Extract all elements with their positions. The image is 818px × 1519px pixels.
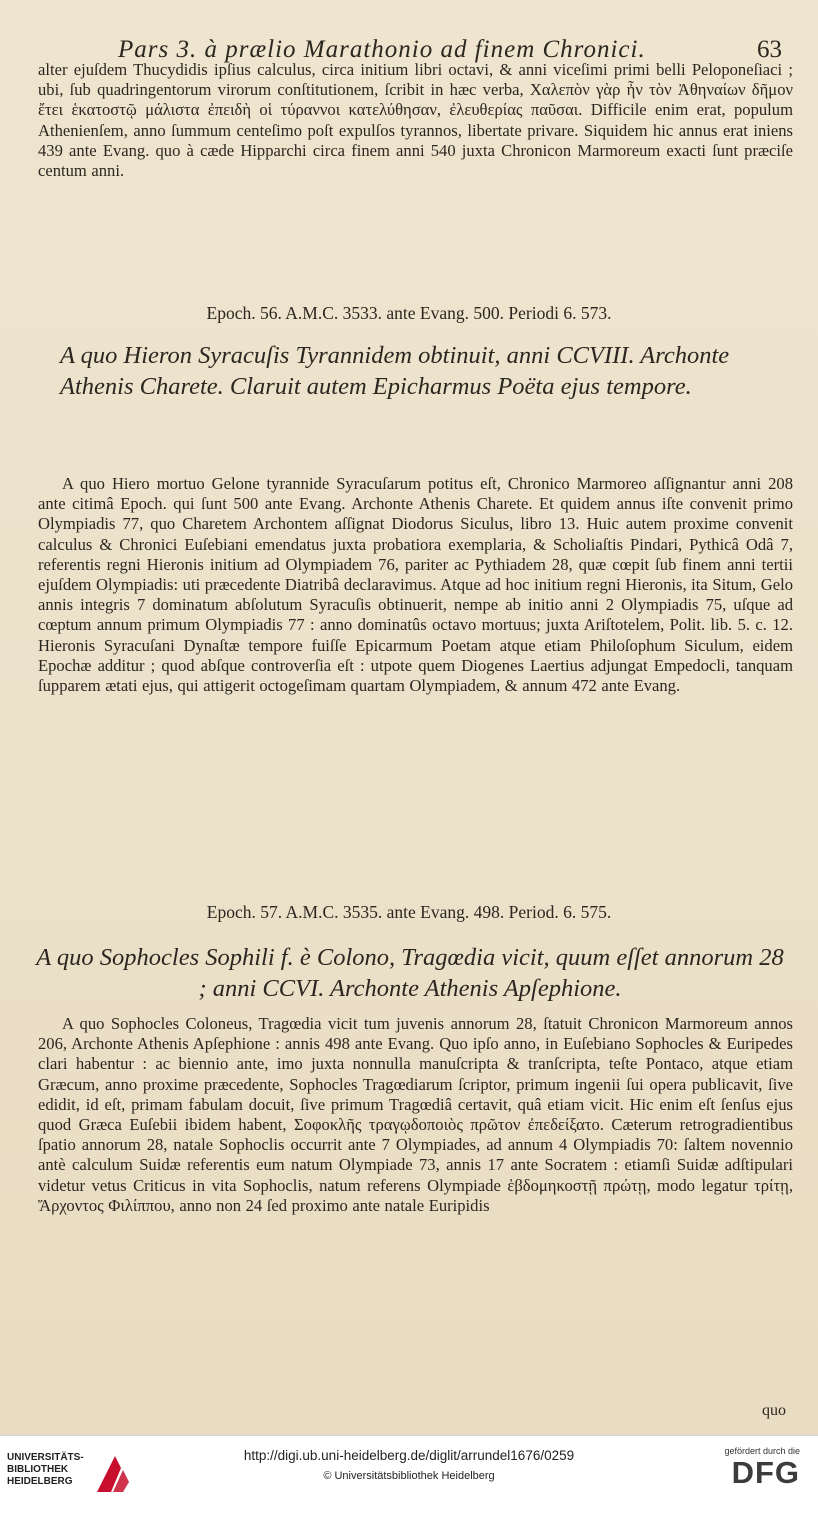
heading-hieron: A quo Hieron Syracuſis Tyrannidem obtinuit, anni CCVIII. Archonte Athenis Charete. Claruit autem Epicharmus Poëta ejus tempore. [60, 342, 730, 400]
paragraph-thucydides: alter ejuſdem Thucydidis ipſius calculus, circa initium libri octavi, & anni viceſimi primi belli Peloponeſiaci ; ubi, ſub quadringentorum virorum conſtitutionem, ſcribit in hæc verba, Χαλεπὸν γὰρ ἦν τὸν Ἀθηναίων δῆμον ἔτει ἑκατοστῷ μάλιστα ἐπειδὴ οἱ τύραννοι κατελύθησαν, ἐλευθερίας παῦσαι. Difficile enim erat, populum Athenienſem, anno ſummum centeſimo poſt expulſos tyrannos, libertate privare. Siquidem hic annus erat iniens 439 ante Evang. quo à cæde Hipparchi circa finem anni 540 juxta Chronicon Marmoreum exacti ſunt præciſe centum anni. [38, 60, 793, 181]
paragraph-hieron: A quo Hiero mortuo Gelone tyrannide Syracuſarum potitus eſt, Chronico Marmoreo aſſignantur anni 208 ante citimâ Epoch. qui ſunt 500 ante Evang. Archonte Athenis Charete. Et quidem annus iſte convenit primo Olympiadis 77, quo Charetem Archontem aſſignat Diodorus Siculus, libro 13. Huic autem proxime convenit calculus & Chronici Euſebiani emendatus juxta probatiora exemplaria, & Scholiaſtis Pindari, Pythicâ Odâ 7, referentis regni Hieronis initium ad Olympiadem 76, pariter ac Pythiadem 28, quæ cœpit ſub finem anni tertii ejuſdem Olympiadis: uti præcedente Diatribâ declaravimus. Atque ad hoc initium regni Hieronis, ita Situm, Gelo annis integris 7 dominatum abſolutum Syracuſis obtinuerit, nempe ab initio anni 2 Olympiadis 75, uſque ad cœptum annum primum Olympiadis 77 : anno dominatûs octavo mortuus; juxta Ariſtotelem, Polit. lib. 5. c. 12. Hieronis Syracuſani Dynaſtæ tempore fuiſſe Epicarmum Poetam atque etiam Philoſophum Siculum, eidem Epochæ additur ; quod abſque controverſia eſt : utpote quem Diogenes Laertius adjungat Empedocli, tanquam ſupparem ætati ejus, qui attigerit octogeſimam quartam Olympiadem, & annum 472 ante Evang. [38, 474, 793, 696]
page-number: 63 [757, 36, 782, 63]
footer-bar [0, 1435, 818, 1519]
heading-sophocles: A quo Sophocles Sophili f. è Colono, Tragœdia vicit, quum eſſet annorum 28 ; anni CCVI. Archonte Athenis Apſephione. [36, 944, 784, 1002]
epoch-56-line: Epoch. 56. A.M.C. 3533. ante Evang. 500. Periodi 6. 573. [206, 303, 612, 323]
catchword: quo [762, 1402, 786, 1419]
sponsor-label: gefördert durch die [724, 1446, 800, 1456]
library-name: UNIVERSITÄTS-BIBLIOTHEK HEIDELBERG [7, 1452, 84, 1487]
paragraph-sophocles: A quo Sophocles Coloneus, Tragœdia vicit tum juvenis annorum 28, ſtatuit Chronicon Marmoreum annos 206, Archonte Athenis Apſephione : annis 498 ante Evang. Quo ipſo anno, in Euſebiano Sophocles & Euripedes clari habentur : ac biennio ante, imo juxta nonnulla manuſcripta & tranſcripta, teſte Pontaco, atque etiam Græcum, anno proxime præcedente, Sophocles Tragœdiarum ſcriptor, primum ingenii ſui opera publicavit, ſive edidit, id eſt, primam fabulam docuit, ſive primum Tragœdiâ certavit, quâ etiam vicit. Hic enim eſt ſenſus ejus quod Græca Euſebii ibidem habent, Σοφοκλῆς τραγῳδοποιὸς πρῶτον ἐπεδείξατο. Cæterum retrogradientibus ſpatio annorum 28, natale Sophoclis occurrit ante 7 Olympiades, ad annum 4 Olympiadis 70: ſaltem novennio antè calculum Suidæ referentis eum natum Olympiade 73, annis 17 ante Socratem : etiamſi Suidæ adſtipulari videtur vetus Criticus in vita Sophoclis, natum referens Olympiade ἑβδομηκοστῇ πρώτῃ, modo legatur τρίτῃ, Ἄρχοντος Φιλίππου, anno non 24 ſed proximo ante natale Euripidis [38, 1014, 793, 1215]
epoch-57-line: Epoch. 57. A.M.C. 3535. ante Evang. 498. Period. 6. 575. [206, 902, 612, 922]
permalink-url[interactable]: http://digi.ub.uni-heidelberg.de/diglit/arrundel1676/0259 [243, 1448, 575, 1463]
dfg-logo: DFG [731, 1455, 800, 1490]
running-title: Pars 3. à prælio Marathonio ad finem Chronici. [118, 36, 646, 63]
sponsor-block[interactable] [700, 1446, 800, 1490]
copyright-notice: © Universitätsbibliothek Heidelberg [323, 1470, 495, 1482]
